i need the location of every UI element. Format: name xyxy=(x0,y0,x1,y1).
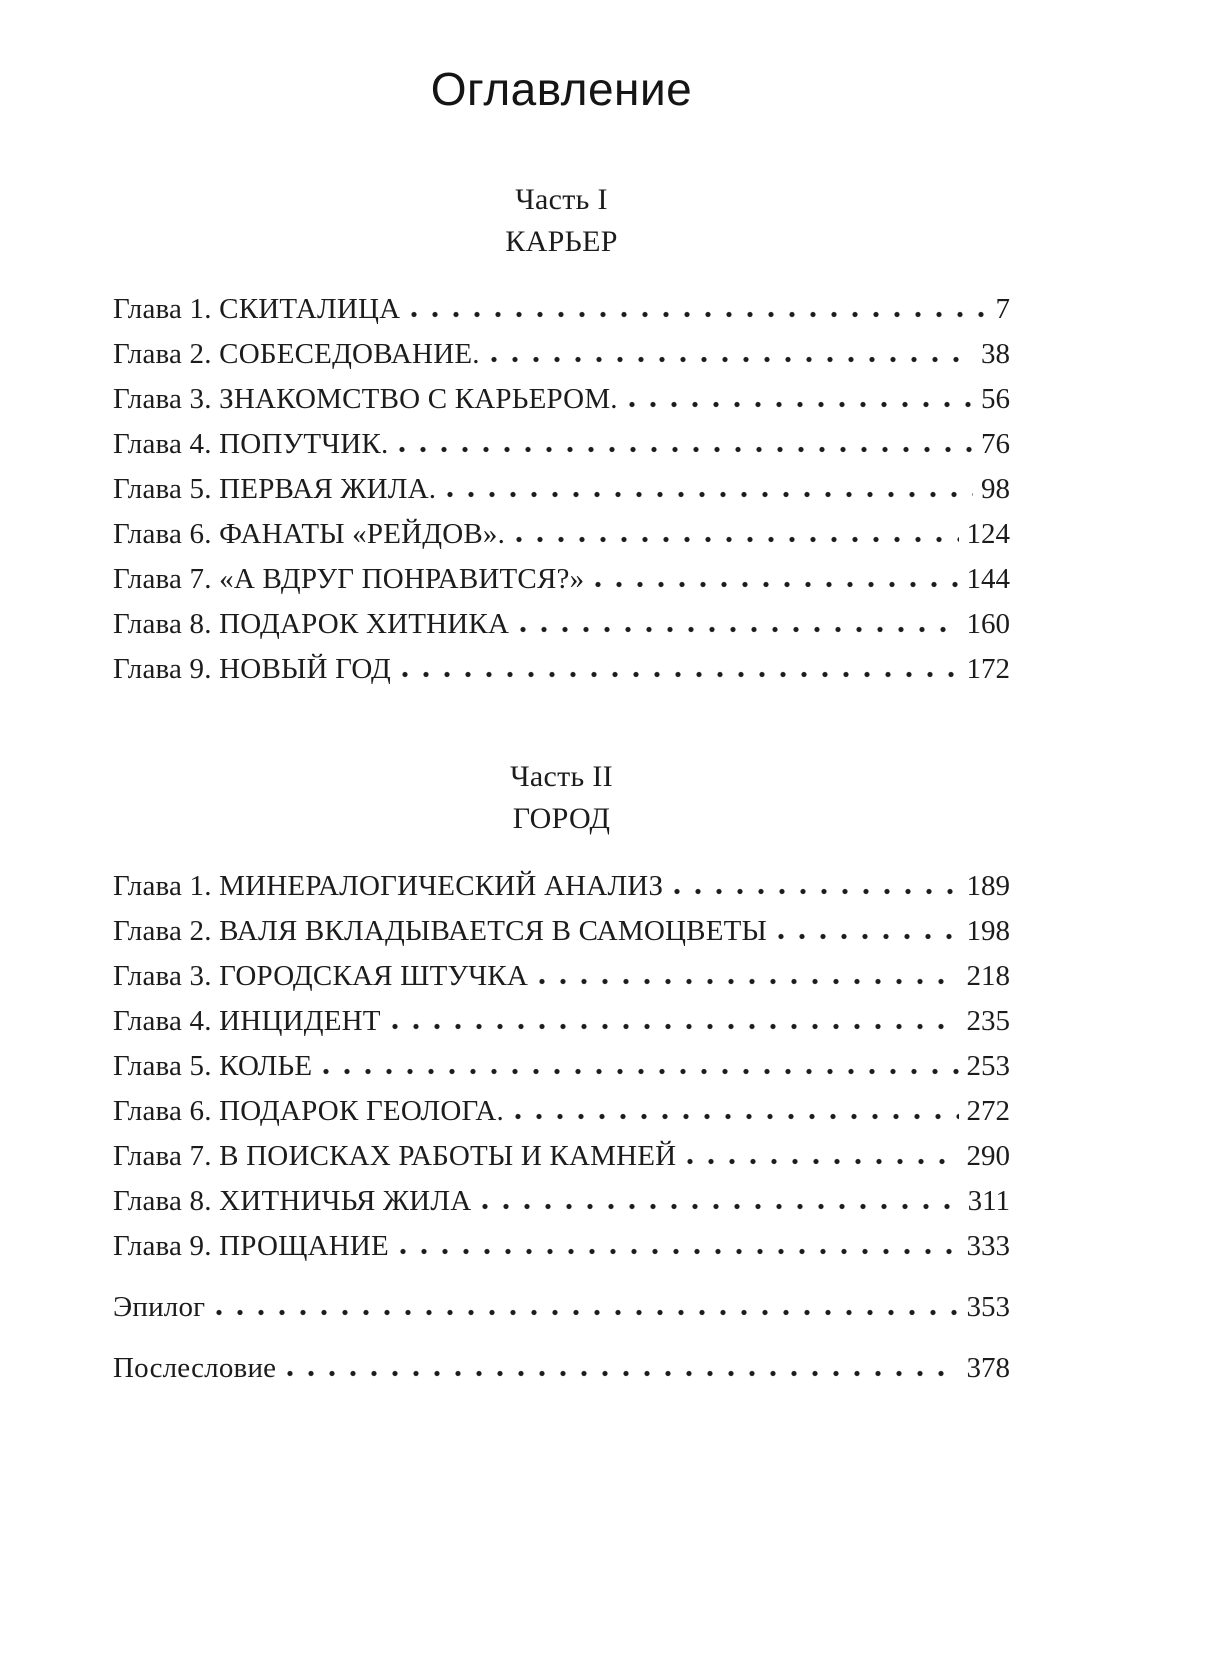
toc-entry-label: Глава 6. ПОДАРОК ГЕОЛОГА. xyxy=(113,1095,504,1127)
toc-entry-page: 76 xyxy=(981,428,1010,460)
toc-entry xyxy=(113,999,1010,1044)
toc-entry-page: 172 xyxy=(966,653,1010,685)
toc-entry-page: 235 xyxy=(966,1005,1010,1037)
part-heading: Часть I xyxy=(515,183,608,216)
toc-entry xyxy=(113,1044,1010,1089)
toc-entry-page: 311 xyxy=(967,1185,1010,1217)
dot-leader xyxy=(216,1309,958,1316)
dot-leader xyxy=(778,933,958,940)
toc-entry-page: 160 xyxy=(966,608,1010,640)
toc-entry-label: Глава 6. ФАНАТЫ «РЕЙДОВ». xyxy=(113,518,506,550)
toc-entries xyxy=(113,864,1010,1269)
toc-entry-label: Глава 2. СОБЕСЕДОВАНИЕ. xyxy=(113,338,480,370)
toc-entry-label: Глава 5. ПЕРВАЯ ЖИЛА. xyxy=(113,473,437,505)
toc-entry xyxy=(113,602,1010,647)
part-subheading: КАРЬЕР xyxy=(505,225,618,258)
toc-entry-page: 38 xyxy=(981,338,1010,370)
dot-leader xyxy=(629,401,973,408)
dot-leader xyxy=(287,1370,958,1377)
dot-leader xyxy=(491,356,973,363)
toc-entry xyxy=(113,909,1010,954)
dot-leader xyxy=(399,446,973,453)
toc-parts xyxy=(113,179,1010,1269)
toc-entry-page: 333 xyxy=(966,1230,1010,1262)
toc-entry-label: Глава 3. ЗНАКОМСТВО С КАРЬЕРОМ. xyxy=(113,383,618,415)
toc-entry xyxy=(113,1224,1010,1269)
dot-leader xyxy=(595,581,958,588)
toc-entry-label: Глава 8. ПОДАРОК ХИТНИКА xyxy=(113,608,510,640)
toc-entry-label: Глава 7. «А ВДРУГ ПОНРАВИТСЯ?» xyxy=(113,563,585,595)
toc-entry-label: Послесловие xyxy=(113,1352,277,1384)
toc-entry xyxy=(113,332,1010,377)
toc-part xyxy=(113,756,1010,1269)
dot-leader xyxy=(402,671,959,678)
dot-leader xyxy=(674,888,958,895)
toc-entry-page: 98 xyxy=(981,473,1010,505)
dot-leader xyxy=(482,1203,959,1210)
part-subheading: ГОРОД xyxy=(512,802,611,835)
toc-entry-page: 7 xyxy=(995,293,1010,325)
toc-entry xyxy=(113,647,1010,692)
toc-entry-label: Глава 2. ВАЛЯ ВКЛАДЫВАЕТСЯ В САМОЦВЕТЫ xyxy=(113,915,768,947)
toc-entry-label: Эпилог xyxy=(113,1291,206,1323)
toc-entry-label: Глава 4. ПОПУТЧИК. xyxy=(113,428,389,460)
toc-entries xyxy=(113,287,1010,692)
toc-entry-label: Глава 4. ИНЦИДЕНТ xyxy=(113,1005,381,1037)
dot-leader xyxy=(392,1023,959,1030)
toc-entry-page: 353 xyxy=(966,1291,1010,1323)
toc-entry-label: Глава 8. ХИТНИЧЬЯ ЖИЛА xyxy=(113,1185,472,1217)
toc-entry-page: 218 xyxy=(966,960,1010,992)
toc-entry xyxy=(113,512,1010,557)
dot-leader xyxy=(411,311,987,318)
toc-entry-page: 290 xyxy=(966,1140,1010,1172)
toc-entry-label: Глава 9. НОВЫЙ ГОД xyxy=(113,653,391,685)
toc-entry-page: 378 xyxy=(966,1352,1010,1384)
toc-entry-label: Глава 9. ПРОЩАНИЕ xyxy=(113,1230,389,1262)
dot-leader xyxy=(323,1068,958,1075)
toc-entry-page: 189 xyxy=(966,870,1010,902)
toc-entry xyxy=(113,1089,1010,1134)
dot-leader xyxy=(687,1158,958,1165)
dot-leader xyxy=(447,491,973,498)
toc-entry xyxy=(113,422,1010,467)
toc-entry-page: 272 xyxy=(966,1095,1010,1127)
toc-entry-page: 253 xyxy=(966,1050,1010,1082)
page-title: Оглавление xyxy=(430,63,693,115)
toc-entry-label: Глава 7. В ПОИСКАХ РАБОТЫ И КАМНЕЙ xyxy=(113,1140,677,1172)
dot-leader xyxy=(539,978,959,985)
toc-entry xyxy=(113,287,1010,332)
toc-entry xyxy=(113,1179,1010,1224)
toc-part xyxy=(113,179,1010,692)
dot-leader xyxy=(516,536,958,543)
toc-entry xyxy=(113,377,1010,422)
toc-entry-label: Глава 3. ГОРОДСКАЯ ШТУЧКА xyxy=(113,960,528,992)
toc-entry-label: Глава 5. КОЛЬЕ xyxy=(113,1050,313,1082)
toc-entry xyxy=(113,1346,1010,1391)
toc-entry-page: 56 xyxy=(981,383,1010,415)
toc-entry-page: 144 xyxy=(966,563,1010,595)
toc-extras xyxy=(113,1285,1010,1391)
toc-entry xyxy=(113,864,1010,909)
toc-entry-page: 198 xyxy=(966,915,1010,947)
toc-entry xyxy=(113,1285,1010,1330)
toc-entry-label: Глава 1. СКИТАЛИЦА xyxy=(113,293,401,325)
toc-entry-label: Глава 1. МИНЕРАЛОГИЧЕСКИЙ АНАЛИЗ xyxy=(113,870,664,902)
dot-leader xyxy=(515,1113,959,1120)
toc-entry xyxy=(113,954,1010,999)
dot-leader xyxy=(400,1248,959,1255)
part-heading: Часть II xyxy=(510,760,613,793)
toc-entry xyxy=(113,1134,1010,1179)
toc-entry xyxy=(113,557,1010,602)
dot-leader xyxy=(520,626,958,633)
toc-entry-page: 124 xyxy=(966,518,1010,550)
toc-entry xyxy=(113,467,1010,512)
